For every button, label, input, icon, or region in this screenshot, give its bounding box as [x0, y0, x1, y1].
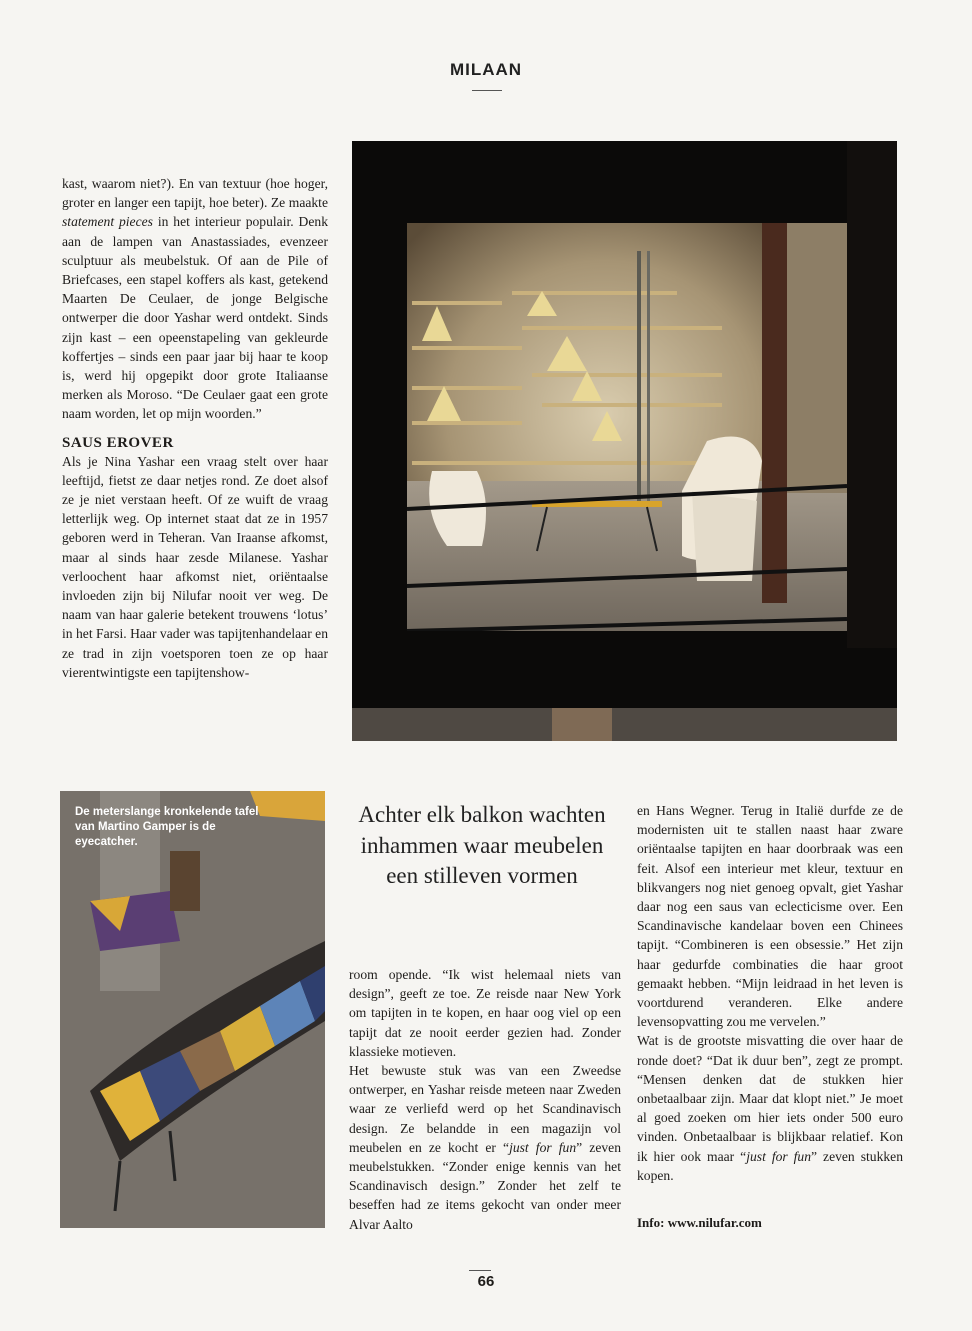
paragraph: Als je Nina Yashar een vraag stelt over haar leeftijd, fietst ze daar netjes rond. Ze doet alsof ze je niet verstaan heeft. Of ze wuift de vraag letterlijk weg. Op internet staat dat ze in 1957 geboren werd in Teheran. Van Iraanse afkomst, maar al sinds haar zesde Milanese. Yashar verloochent haar afkomst niet, oriëntaalse invloeden zijn bij Nilufar nooit ver weg. De naam van haar galerie betekent trouwens ‘lotus’ in het Farsi. Haar vader was tapijtenhandelaar en ze trad in zijn voetsporen toen ze op haar vierentwintigste een tapijtenshow-: [62, 453, 328, 680]
interior-photo: [352, 141, 897, 741]
paragraph: Wat is de grootste misvatting die over haar de ronde doet? “Dat ik duur ben”, zegt ze prompt. “Mensen denken dat de stukken hier onbetaalbaar zijn. Maar dat klopt niet.” Je moet al goed zoeken om hier iets onder 500 euro vinden. Onbetaalbaar is blijkbaar relatief. Kon ik hier ook maar “just for fun” zeven stukken kopen.: [637, 1033, 903, 1183]
paragraph: room opende. “Ik wist helemaal niets van design”, geeft ze toe. Ze reisde naar New York om tapijten in te kopen, en haar oog viel op een tapijt dat ze nooit eerder gezien had. Zonder klassieke motieven.: [349, 967, 621, 1059]
photo-caption: De meterslange kronkelende tafel van Martino Gamper is de eyecatcher.: [75, 806, 259, 848]
info-link[interactable]: Info: www.nilufar.com: [637, 1215, 762, 1230]
text-column-middle: [349, 965, 621, 1234]
section-rule: [472, 90, 502, 91]
paragraph: en Hans Wegner. Terug in Italië durfde ze de modernisten uit te stallen naast haar zware oriëntaalse tapijten en haar doorbraak was een feit. Alsof een interieur met kleur, textuur en blikvangers nog niet genoeg opvalt, giet Yashar daar nog een saus van eclecticisme over. Een Scandinavische kandelaar boven een Chinees tapijt. “Combineren is een obsessie.” Het zijn haar gedurfde combinaties die haar groot gemaakt hebben. “Mijn leidraad in het leven is voortdurend veranderen. Elke andere levensopvatting zou me vervelen.”: [637, 803, 903, 1030]
text-column-right: [637, 801, 903, 1185]
table-photo: [60, 791, 325, 1228]
text-column-left: [62, 174, 328, 682]
pull-quote: Achter elk balkon wachten inhammen waar meubelen een stilleven vormen: [358, 802, 606, 888]
paragraph: Het bewuste stuk was van een Zweedse ontwerper, en Yashar reisde meteen naar Zweden waar ze verliefd werd op het Scandinavisch design. Ze belandde in een magazijn vol meubelen en ze kocht er “just for fun” zeven meubelstukken. “Zonder enige kennis van het Scandinavisch design.” Zonder het zelf te beseffen had ze items gekocht van onder meer Alvar Aalto: [349, 1063, 621, 1232]
paragraph: kast, waarom niet?). En van textuur (hoe hoger, groter en langer een tapijt, hoe beter). Ze maakte statement pieces in het interieur populair. Denk aan de lampen van Anastassiades, evenzeer sculptuur als meubelstuk. Of aan de Pile of Briefcases, een stapel koffers als kast, getekend Maarten De Ceulaer, de jonge Belgische ontwerper die door Yashar werd ontdekt. Sinds zijn kast – een opeenstapeling van gekleurde koffertjes – sinds een paar jaar bij haar te koop is, werd hij opgepikt door grote Italiaanse merken als Moroso. “De Ceulaer gaat een grote naam worden, let op mijn woorden.”: [62, 176, 328, 422]
section-label: MILAAN: [449, 60, 523, 79]
subheading: SAUS EROVER: [62, 434, 174, 451]
folio-rule: [469, 1270, 491, 1271]
page-number: 66: [477, 1273, 495, 1290]
